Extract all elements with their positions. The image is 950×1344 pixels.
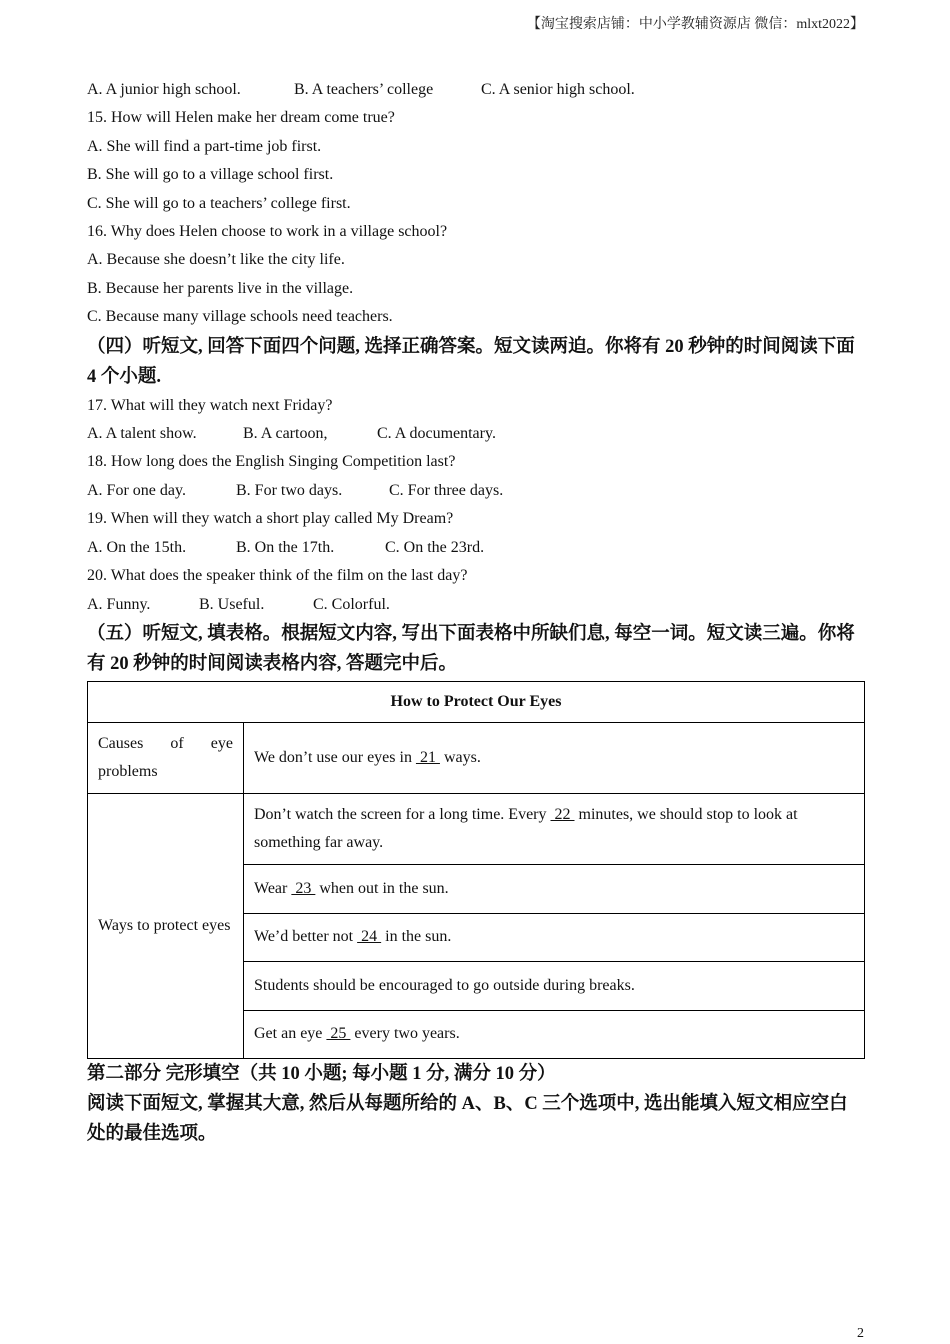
question-19: 19. When will they watch a short play called My Dream?	[87, 510, 454, 528]
eye-protection-table	[87, 681, 865, 1059]
option-a: A. On the 15th.	[87, 538, 187, 556]
q17-options	[87, 420, 865, 448]
document-body	[87, 76, 865, 1149]
part-2-title: 第二部分 完形填空（共 10 小题; 每小题 1 分, 满分 10 分）	[87, 1063, 556, 1084]
blank-25: 25	[326, 1025, 351, 1043]
ways-label: Ways to protect eyes	[88, 793, 244, 1058]
table-title: How to Protect Our Eyes	[88, 681, 865, 722]
option-c: C. On the 23rd.	[385, 538, 485, 556]
option-b: B. On the 17th.	[236, 538, 335, 556]
section-5-title: （五）听短文, 填表格。根据短文内容, 写出下面表格中所缺们息, 每空一词。短文读三遍。你将有 20 秒钟的时间阅读表格内容, 答题完中后。	[87, 623, 855, 674]
option-b: B. For two days.	[236, 481, 343, 499]
blank-21: 21	[415, 748, 440, 766]
q15-option-a: A. She will find a part-time job first.	[87, 137, 322, 155]
q18-options	[87, 477, 865, 505]
question-16: 16. Why does Helen choose to work in a village school?	[87, 223, 448, 241]
row-25: Get an eye 25 every two years.	[244, 1010, 865, 1058]
blank-23: 23	[291, 879, 316, 897]
row-22: Don’t watch the screen for a long time. Every 22 minutes, we should stop to look at something far away.	[244, 793, 865, 864]
row-24: We’d better not 24 in the sun.	[244, 913, 865, 961]
option-b: B. A teachers’ college	[294, 81, 434, 98]
q15-option-b: B. She will go to a village school first.	[87, 166, 334, 184]
part-2-instruction: 阅读下面短文, 掌握其大意, 然后从每题所给的 A、B、C 三个选项中, 选出能填入短文相应空白处的最佳选项。	[87, 1093, 848, 1144]
option-a: A. A junior high school.	[87, 81, 241, 98]
question-17: 17. What will they watch next Friday?	[87, 396, 333, 414]
row-students: Students should be encouraged to go outside during breaks.	[244, 961, 865, 1010]
option-a: A. A talent show.	[87, 425, 197, 443]
causes-label: Causes of eye problems	[88, 722, 244, 793]
q19-options	[87, 534, 865, 562]
option-c: C. A senior high school.	[481, 81, 635, 98]
page-header: 【淘宝搜索店铺：中小学教辅资源店 微信：mlxt2022】	[526, 17, 864, 32]
option-c: C. For three days.	[389, 481, 504, 499]
q20-options	[87, 591, 865, 619]
q16-option-a: A. Because she doesn’t like the city life.	[87, 251, 345, 269]
option-c: C. Colorful.	[313, 595, 390, 613]
row-21: We don’t use our eyes in 21 ways.	[244, 722, 865, 793]
page-number: 2	[857, 1326, 864, 1341]
q14-options	[87, 76, 865, 104]
question-15: 15. How will Helen make her dream come true?	[87, 109, 395, 127]
q16-option-b: B. Because her parents live in the village.	[87, 279, 354, 297]
option-b: B. A cartoon,	[243, 425, 328, 443]
row-23: Wear 23 when out in the sun.	[244, 864, 865, 913]
option-a: A. Funny.	[87, 595, 151, 613]
option-b: B. Useful.	[199, 595, 265, 613]
section-4-title: （四）听短文, 回答下面四个问题, 选择正确答案。短文读两迫。你将有 20 秒钟的时间阅读下面 4 个小题.	[87, 336, 855, 387]
q15-option-c: C. She will go to a teachers’ college first.	[87, 194, 351, 212]
option-a: A. For one day.	[87, 481, 186, 499]
option-c: C. A documentary.	[377, 425, 496, 443]
blank-24: 24	[357, 928, 382, 946]
q16-option-c: C. Because many village schools need teachers.	[87, 308, 393, 326]
question-20: 20. What does the speaker think of the film on the last day?	[87, 567, 468, 585]
blank-22: 22	[550, 805, 575, 823]
question-18: 18. How long does the English Singing Competition last?	[87, 453, 456, 471]
